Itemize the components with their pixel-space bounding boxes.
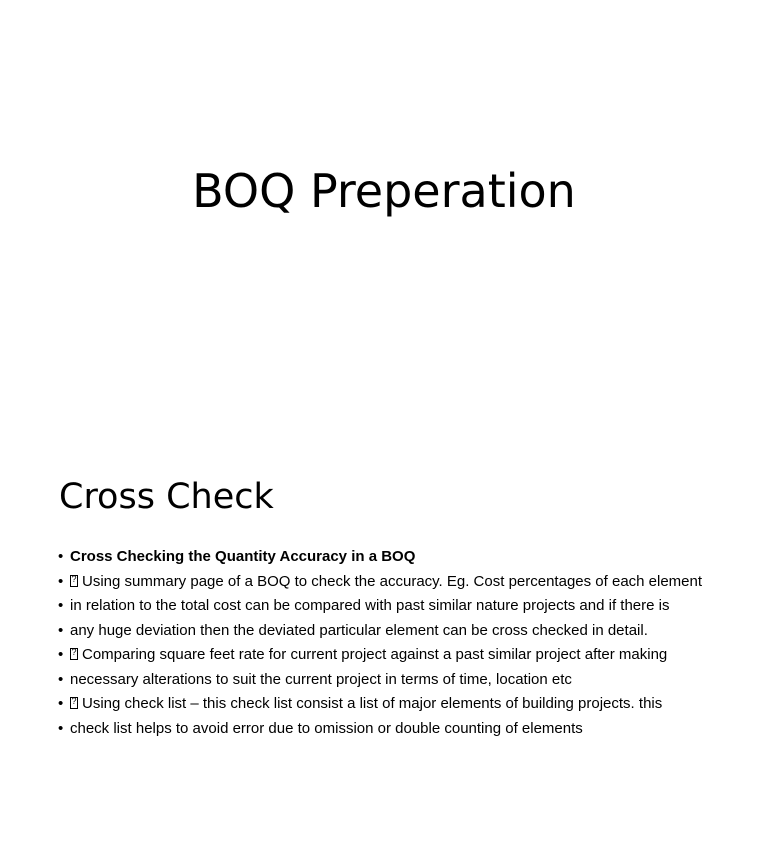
missing-glyph-box-icon — [70, 575, 78, 587]
list-item — [58, 622, 718, 640]
list-item-text: check list helps to avoid error due to omission or double counting of elements — [70, 719, 583, 737]
list-item-text: necessary alterations to suit the current project in terms of time, location etc — [70, 670, 572, 688]
title-slide — [0, 0, 768, 432]
list-item — [58, 671, 718, 689]
list-item — [58, 720, 718, 738]
slide-title: BOQ Preperation — [192, 164, 576, 218]
bullet-marker: • — [58, 719, 64, 737]
bullet-marker: • — [58, 646, 64, 663]
content-slide — [0, 434, 768, 866]
list-item-text: Using check list – this check list consist a list of major elements of building projects. this — [82, 695, 663, 712]
bullet-marker: • — [58, 572, 64, 590]
list-item-text: any huge deviation then the deviated particular element can be cross checked in detail. — [70, 621, 648, 639]
bullet-list — [58, 548, 718, 744]
bullet-marker: • — [58, 597, 64, 614]
list-item — [58, 573, 718, 591]
missing-glyph-box-icon — [70, 697, 78, 709]
list-item — [58, 597, 718, 615]
list-item-text: Comparing square feet rate for current project against a past similar project after making — [82, 646, 668, 663]
list-item-text: Cross Checking the Quantity Accuracy in a BOQ — [70, 548, 416, 565]
list-item-text: Using summary page of a BOQ to check the accuracy. Eg. Cost percentages of each element — [82, 572, 703, 590]
list-item — [58, 646, 718, 664]
list-item — [58, 548, 718, 566]
section-heading: Cross Check — [59, 477, 274, 517]
bullet-marker: • — [58, 621, 64, 639]
bullet-marker: • — [58, 695, 64, 712]
missing-glyph-box-icon — [70, 648, 78, 660]
list-item-text: in relation to the total cost can be compared with past similar nature projects and if there is — [70, 597, 670, 614]
bullet-marker: • — [58, 670, 64, 688]
bullet-marker: • — [58, 548, 64, 565]
list-item — [58, 695, 718, 713]
